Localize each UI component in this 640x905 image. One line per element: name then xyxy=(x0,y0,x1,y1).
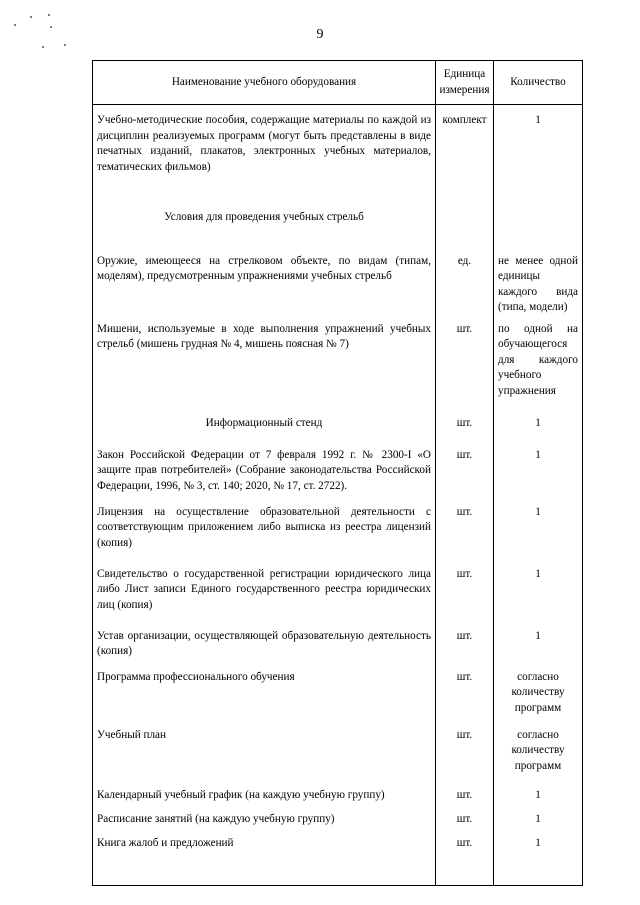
row-name: Устав организации, осуществляющей образовательную деятельность (копия) xyxy=(93,629,436,670)
row-unit: шт. xyxy=(436,448,494,505)
row-name: Учебно-методические пособия, содержащие материалы по каждой из дисциплин реализуемых программ (могут быть представлены в виде печатных изданий, плакатов, электронных учебных материалов, тематических фильмов) xyxy=(93,105,436,210)
row-name: Расписание занятий (на каждую учебную группу) xyxy=(93,812,436,836)
row-qty: 1 xyxy=(494,629,583,670)
table-row xyxy=(93,836,583,886)
section-title: Условия для проведения учебных стрельб xyxy=(93,210,436,246)
table-row xyxy=(93,246,583,322)
row-name: Календарный учебный график (на каждую учебную группу) xyxy=(93,788,436,812)
row-unit: шт. xyxy=(436,728,494,788)
table-row xyxy=(93,505,583,567)
row-qty: 1 xyxy=(494,505,583,567)
row-qty: 1 xyxy=(494,567,583,629)
row-unit: шт. xyxy=(436,836,494,886)
row-unit xyxy=(436,210,494,246)
row-qty: 1 xyxy=(494,416,583,448)
table-row xyxy=(93,567,583,629)
table-row xyxy=(93,812,583,836)
table-row xyxy=(93,629,583,670)
row-unit: ед. xyxy=(436,246,494,322)
row-name: Книга жалоб и предложений xyxy=(93,836,436,886)
table-row xyxy=(93,788,583,812)
equipment-table xyxy=(92,60,583,886)
header-unit: Единица измерения xyxy=(436,61,494,105)
row-unit: шт. xyxy=(436,416,494,448)
row-qty xyxy=(494,210,583,246)
row-qty: 1 xyxy=(494,105,583,210)
row-qty: по одной на обучающегося для каждого учебного упражнения xyxy=(494,322,583,416)
row-unit: шт. xyxy=(436,322,494,416)
row-name: Информационный стенд xyxy=(93,416,436,448)
table-row xyxy=(93,728,583,788)
row-unit: шт. xyxy=(436,629,494,670)
table-row xyxy=(93,416,583,448)
row-qty: согласно количеству программ xyxy=(494,728,583,788)
row-qty: 1 xyxy=(494,812,583,836)
header-qty: Количество xyxy=(494,61,583,105)
row-qty: не менее одной единицы каждого вида (типа, модели) xyxy=(494,246,583,322)
table-header-row xyxy=(93,61,583,105)
table-row xyxy=(93,448,583,505)
row-qty: согласно количеству программ xyxy=(494,670,583,728)
page-number: 9 xyxy=(316,27,324,42)
header-name: Наименование учебного оборудования xyxy=(93,61,436,105)
row-qty: 1 xyxy=(494,836,583,886)
row-name: Оружие, имеющееся на стрелковом объекте, по видам (типам, моделям), предусмотренным упражнениями учебных стрельб xyxy=(93,246,436,322)
table-row xyxy=(93,105,583,210)
row-unit: шт. xyxy=(436,567,494,629)
row-qty: 1 xyxy=(494,448,583,505)
row-unit: шт. xyxy=(436,505,494,567)
row-name: Мишени, используемые в ходе выполнения упражнений учебных стрельб (мишень грудная № 4, мишень поясная № 7) xyxy=(93,322,436,416)
row-unit: шт. xyxy=(436,788,494,812)
table-row xyxy=(93,210,583,246)
table-row xyxy=(93,322,583,416)
row-name: Закон Российской Федерации от 7 февраля 1992 г. № 2300-I «О защите прав потребителей» (Собрание законодательства Российской Федерации, 1996, № 3, ст. 140; 2020, № 17, ст. 2722). xyxy=(93,448,436,505)
row-unit: шт. xyxy=(436,812,494,836)
row-name: Программа профессионального обучения xyxy=(93,670,436,728)
row-name: Свидетельство о государственной регистрации юридического лица либо Лист записи Единого государственного реестра юридических лиц (копия) xyxy=(93,567,436,629)
row-name: Лицензия на осуществление образовательной деятельности с соответствующим приложением либо выписка из реестра лицензий (копия) xyxy=(93,505,436,567)
row-qty: 1 xyxy=(494,788,583,812)
table-row xyxy=(93,670,583,728)
row-name: Учебный план xyxy=(93,728,436,788)
row-unit: шт. xyxy=(436,670,494,728)
row-unit: комплект xyxy=(436,105,494,210)
